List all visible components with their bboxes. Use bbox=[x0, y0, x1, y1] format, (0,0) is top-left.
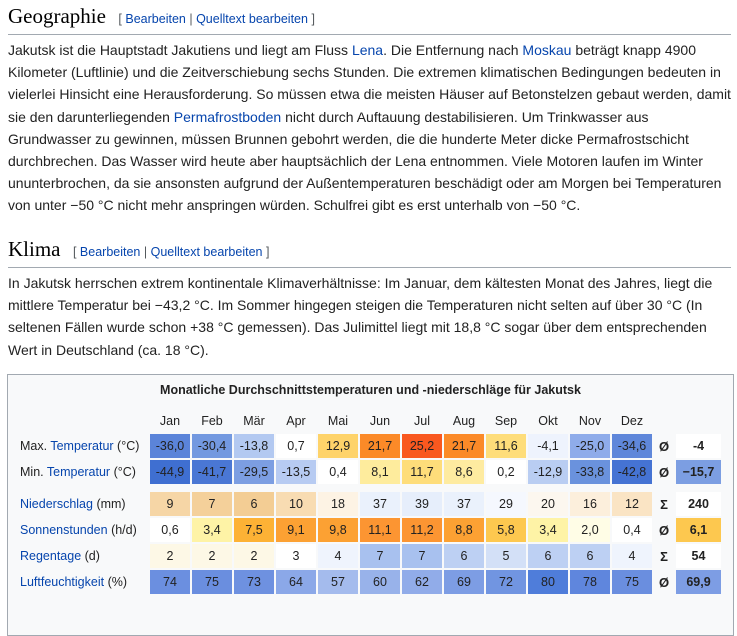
row-spacer bbox=[16, 486, 721, 490]
value-cell: -12,9 bbox=[528, 460, 568, 484]
value-cell: 39 bbox=[402, 492, 442, 516]
summary-symbol: Ø bbox=[658, 464, 670, 480]
edit-section-links: [ Bearbeiten | Quelltext bearbeiten ] bbox=[72, 245, 270, 259]
value-cell: 7,5 bbox=[234, 518, 274, 542]
month-header: Aug bbox=[452, 414, 476, 428]
row-label-unit: (%) bbox=[104, 575, 128, 589]
value-cell: -13,8 bbox=[234, 434, 274, 458]
summary-symbol: Ø bbox=[658, 522, 670, 538]
row-label-prefix: Min. bbox=[20, 465, 47, 479]
value-cell: 69 bbox=[444, 570, 484, 594]
value-cell: 2,0 bbox=[570, 518, 610, 542]
value-cell: 8,1 bbox=[360, 460, 400, 484]
month-header: Mai bbox=[327, 414, 349, 428]
edit-section-links: [ Bearbeiten | Quelltext bearbeiten ] bbox=[118, 12, 315, 26]
value-cell: -30,4 bbox=[192, 434, 232, 458]
row-label bbox=[16, 544, 148, 568]
value-cell: 20 bbox=[528, 492, 568, 516]
month-header: Feb bbox=[201, 414, 223, 428]
link-moskau[interactable]: Moskau bbox=[522, 42, 572, 58]
value-cell: -29,5 bbox=[234, 460, 274, 484]
value-cell: 37 bbox=[360, 492, 400, 516]
row-label-link[interactable]: Sonnenstunden bbox=[20, 523, 108, 537]
row-label-link[interactable]: Regentage bbox=[20, 549, 82, 563]
value-cell: 8,6 bbox=[444, 460, 484, 484]
climate-table bbox=[14, 408, 723, 596]
value-cell: 62 bbox=[402, 570, 442, 594]
value-cell: 11,6 bbox=[486, 434, 526, 458]
summary-symbol: Σ bbox=[660, 548, 668, 564]
section-title: Geographie bbox=[8, 4, 106, 28]
value-cell: 37 bbox=[444, 492, 484, 516]
value-cell: 80 bbox=[528, 570, 568, 594]
klima-paragraph: In Jakutsk herrschen extrem kontinentale Klimaverhältnisse: Im Januar, dem kältesten Monat des Jahres, liegt die mittlere Temperatur bei −43,2 °C. Im Sommer hingegen steigen die Temperaturen nicht selten auf über 30 °C (In seltenen Fällen wurde schon +38 °C gemessen). Das Julimittel liegt mit 18,8 °C sogar über dem entsprechenden Wert in Deutschland (ca. 18 °C). bbox=[8, 275, 713, 358]
link-permafrostboden[interactable]: Permafrostboden bbox=[173, 108, 282, 125]
value-cell: 0,6 bbox=[150, 518, 190, 542]
value-cell: 11,2 bbox=[402, 518, 442, 542]
value-cell: 7 bbox=[192, 492, 232, 516]
climate-row bbox=[16, 492, 721, 516]
value-cell: 11,7 bbox=[402, 460, 442, 484]
month-header: Jun bbox=[369, 414, 391, 428]
summary-symbol: Ø bbox=[658, 574, 670, 590]
climate-row bbox=[16, 518, 721, 542]
header-empty bbox=[654, 410, 674, 432]
summary-value: 69,9 bbox=[676, 570, 721, 594]
row-label-unit: (d) bbox=[81, 549, 100, 563]
summary-value: −15,7 bbox=[676, 460, 721, 484]
value-cell: 2 bbox=[234, 544, 274, 568]
value-cell: 10 bbox=[276, 492, 316, 516]
value-cell: 2 bbox=[150, 544, 190, 568]
climate-row bbox=[16, 434, 721, 458]
value-cell: -33,8 bbox=[570, 460, 610, 484]
row-label-unit: (mm) bbox=[92, 497, 126, 511]
summary-symbol: Ø bbox=[658, 438, 670, 454]
value-cell: 73 bbox=[234, 570, 274, 594]
value-cell: 25,2 bbox=[402, 434, 442, 458]
row-label-unit: (°C) bbox=[113, 439, 140, 453]
value-cell: 16 bbox=[570, 492, 610, 516]
row-label bbox=[16, 434, 148, 458]
value-cell: -44,9 bbox=[150, 460, 190, 484]
value-cell: 4 bbox=[318, 544, 358, 568]
row-label bbox=[16, 570, 148, 594]
value-cell: 0,4 bbox=[318, 460, 358, 484]
value-cell: 18 bbox=[318, 492, 358, 516]
value-cell: 78 bbox=[570, 570, 610, 594]
value-cell: 2 bbox=[192, 544, 232, 568]
value-cell: 60 bbox=[360, 570, 400, 594]
climate-row bbox=[16, 570, 721, 594]
value-cell: 11,1 bbox=[360, 518, 400, 542]
value-cell: 4 bbox=[612, 544, 652, 568]
value-cell: 3 bbox=[276, 544, 316, 568]
summary-symbol: Σ bbox=[660, 496, 668, 512]
summary-value: 6,1 bbox=[676, 518, 721, 542]
summary-value: 240 bbox=[676, 492, 721, 516]
value-cell: 6 bbox=[444, 544, 484, 568]
value-cell: 9,1 bbox=[276, 518, 316, 542]
value-cell: 64 bbox=[276, 570, 316, 594]
value-cell: 0,2 bbox=[486, 460, 526, 484]
row-label-prefix: Max. bbox=[20, 439, 51, 453]
value-cell: 21,7 bbox=[444, 434, 484, 458]
summary-value: -4 bbox=[676, 434, 721, 458]
value-cell: 57 bbox=[318, 570, 358, 594]
month-header: Dez bbox=[620, 414, 644, 428]
value-cell: 21,7 bbox=[360, 434, 400, 458]
header-empty bbox=[16, 410, 148, 432]
row-label-link[interactable]: Niederschlag bbox=[20, 497, 93, 511]
value-cell: 5 bbox=[486, 544, 526, 568]
value-cell: -13,5 bbox=[276, 460, 316, 484]
month-header: Apr bbox=[286, 414, 306, 428]
value-cell: 0,7 bbox=[276, 434, 316, 458]
month-header: Mär bbox=[243, 414, 265, 428]
edit-source-link[interactable]: Quelltext bearbeiten bbox=[150, 245, 263, 259]
value-cell: 6 bbox=[234, 492, 274, 516]
value-cell: 8,8 bbox=[444, 518, 484, 542]
row-label-link[interactable]: Temperatur bbox=[50, 439, 114, 453]
month-header: Jan bbox=[159, 414, 181, 428]
value-cell: -42,8 bbox=[612, 460, 652, 484]
value-cell: 12 bbox=[612, 492, 652, 516]
edit-source-link[interactable]: Quelltext bearbeiten bbox=[196, 12, 308, 26]
value-cell: 6 bbox=[528, 544, 568, 568]
value-cell: -4,1 bbox=[528, 434, 568, 458]
edit-link[interactable]: Bearbeiten bbox=[79, 245, 141, 259]
value-cell: 9,8 bbox=[318, 518, 358, 542]
climate-table-box bbox=[7, 374, 734, 636]
value-cell: 9 bbox=[150, 492, 190, 516]
row-label-link[interactable]: Temperatur bbox=[46, 465, 111, 479]
value-cell: -25,0 bbox=[570, 434, 610, 458]
climate-row bbox=[16, 460, 721, 484]
summary-value: 54 bbox=[676, 544, 721, 568]
value-cell: 75 bbox=[612, 570, 652, 594]
value-cell: 0,4 bbox=[612, 518, 652, 542]
value-cell: -41,7 bbox=[192, 460, 232, 484]
climate-row bbox=[16, 544, 721, 568]
value-cell: 29 bbox=[486, 492, 526, 516]
heading-geographie bbox=[8, 4, 731, 35]
geographie-paragraph: Jakutsk ist die Hauptstadt Jakutiens und liegt am Fluss Lena. Die Entfernung nach Moskau beträgt knapp 4900 Kilometer (Luftlinie) und die Zeitverschiebung sechs Stunden. Die extremen klimatischen Bedingungen bedeuten in vielerlei Hinsicht eine Herausforderung. So müssen etwa die meisten Häuser auf Betonstelzen gebaut werden, damit sie den darunterliegenden Permafrostboden nicht durch Auftauung destabilisieren. Um Trinkwasser aus Grundwasser zu gewinnen, müssen Brunnen gebohrt werden, die die hunderte Meter dicke Permafrostschicht durchbrechen. Das Wasser wird heute aber hauptsächlich der Lena entnommen. Viele Motoren laufen im Winter ununterbrochen, da sie ansonsten aufgrund der Außentemperaturen beschädigt oder am Morgen bei Temperaturen von unter −50 °C nicht mehr anspringen würden. Schulfrei gibt es erst unterhalb von −50 °C. bbox=[8, 42, 731, 214]
climate-table-caption: Monatliche Durchschnittstemperaturen und -niederschläge für Jakutsk bbox=[160, 383, 581, 397]
value-cell: 3,4 bbox=[192, 518, 232, 542]
value-cell: 7 bbox=[402, 544, 442, 568]
row-label bbox=[16, 518, 148, 542]
value-cell: 12,9 bbox=[318, 434, 358, 458]
row-label-unit: (°C) bbox=[110, 465, 136, 479]
row-label bbox=[16, 460, 148, 484]
spacer-cell bbox=[16, 486, 721, 490]
month-header-row bbox=[16, 410, 721, 432]
row-label-link[interactable]: Luftfeuchtigkeit bbox=[20, 575, 105, 589]
month-header: Jul bbox=[414, 414, 430, 428]
value-cell: -34,6 bbox=[612, 434, 652, 458]
row-label bbox=[16, 492, 148, 516]
value-cell: -36,0 bbox=[150, 434, 190, 458]
row-label-unit: (h/d) bbox=[107, 523, 137, 537]
value-cell: 72 bbox=[486, 570, 526, 594]
month-header: Sep bbox=[494, 414, 518, 428]
value-cell: 74 bbox=[150, 570, 190, 594]
edit-link[interactable]: Bearbeiten bbox=[125, 12, 186, 26]
header-empty bbox=[676, 410, 721, 432]
value-cell: 6 bbox=[570, 544, 610, 568]
heading-klima bbox=[8, 237, 731, 268]
value-cell: 5,8 bbox=[486, 518, 526, 542]
value-cell: 7 bbox=[360, 544, 400, 568]
month-header: Okt bbox=[538, 414, 558, 428]
value-cell: 3,4 bbox=[528, 518, 568, 542]
month-header: Nov bbox=[578, 414, 602, 428]
section-title: Klima bbox=[8, 237, 61, 261]
value-cell: 75 bbox=[192, 570, 232, 594]
link-lena[interactable]: Lena bbox=[351, 42, 384, 58]
